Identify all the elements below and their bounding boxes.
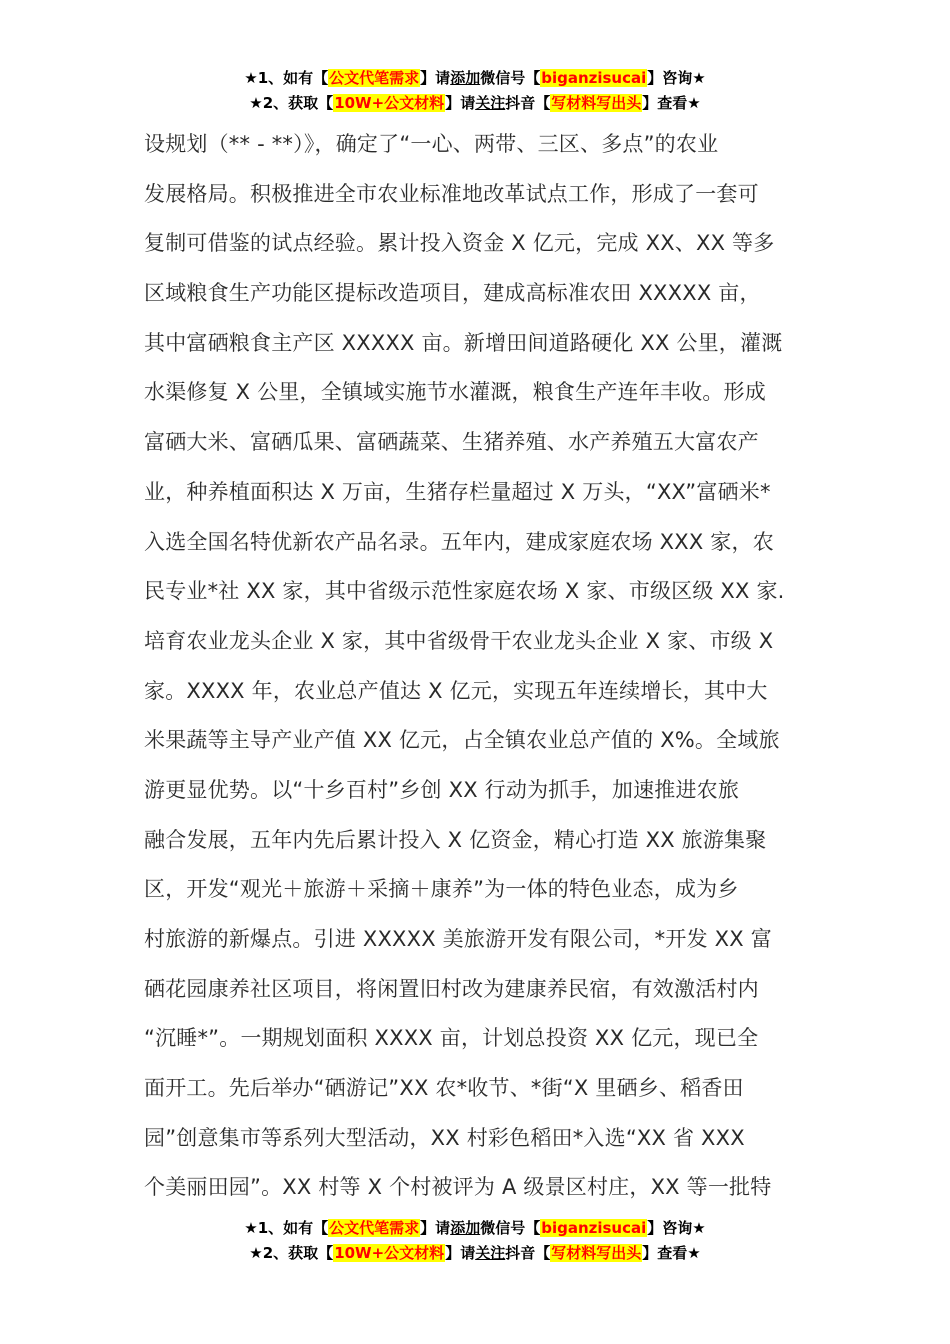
banner-underlined-text: 关注 [475, 1244, 506, 1262]
banner-text: 】查看★ [642, 1244, 701, 1262]
text-line: “沉睡*”。一期规划面积 XXXX 亩，计划总投资 XX 亿元，现已全 [144, 1026, 759, 1051]
header-banner [0, 66, 950, 116]
banner-text: ★1、如有【 [244, 1219, 329, 1237]
banner-line-1 [0, 66, 950, 91]
text-line: 硒花园康养社区项目，将闲置旧村改为建康养民宿，有效激活村内 [144, 976, 759, 1001]
banner-highlight: 10W+公文材料 [334, 1244, 445, 1262]
text-line: 融合发展，五年内先后累计投入 X 亿资金，精心打造 XX 旅游集聚 [144, 827, 767, 852]
banner-underlined-text: 添加 [450, 69, 481, 87]
footer-banner [0, 1216, 950, 1266]
banner-line-1 [0, 1216, 950, 1241]
text-line: 区，开发“观光＋旅游＋采摘＋康养”为一体的特色业态，成为乡 [144, 877, 739, 902]
banner-text: 】请 [420, 1219, 451, 1237]
banner-highlight: biganzisucai [541, 1219, 647, 1237]
banner-underlined-text: 添加 [450, 1219, 481, 1237]
text-line: 入选全国名特优新农产品名录。五年内，建成家庭农场 XXX 家，农 [144, 529, 774, 554]
banner-text: 】请 [420, 69, 451, 87]
text-line: 复制可借鉴的试点经验。累计投入资金 X 亿元，完成 XX、XX 等多 [144, 231, 775, 256]
banner-text: 微信号【 [480, 69, 541, 87]
body-paragraph [144, 120, 808, 1213]
text-line: 家。XXXX 年，农业总产值达 X 亿元，实现五年连续增长，其中大 [144, 678, 768, 703]
text-line: 发展格局。积极推进全市农业标准地改革试点工作，形成了一套可 [144, 181, 759, 206]
banner-line-2 [0, 91, 950, 116]
banner-highlight: 公文代笔需求 [329, 1219, 420, 1237]
text-line: 培育农业龙头企业 X 家，其中省级骨干农业龙头企业 X 家、市级 X [144, 628, 774, 653]
banner-text: 】咨询★ [647, 1219, 706, 1237]
banner-text: ★1、如有【 [244, 69, 329, 87]
text-line: 水渠修复 X 公里，全镇域实施节水灌溉，粮食生产连年丰收。形成 [144, 380, 766, 405]
banner-text: ★2、获取【 [249, 94, 334, 112]
text-line: 其中富硒粮食主产区 XXXXX 亩。新增田间道路硬化 XX 公里，灌溉 [144, 330, 783, 355]
text-line: 业，种养植面积达 X 万亩，生猪存栏量超过 X 万头，“XX”富硒米* [144, 479, 771, 504]
banner-highlight: 公文代笔需求 [329, 69, 420, 87]
banner-highlight: 写材料写出头 [551, 1244, 642, 1262]
banner-text: ★2、获取【 [249, 1244, 334, 1262]
banner-text: 抖音【 [505, 94, 551, 112]
text-line: 民专业*社 XX 家，其中省级示范性家庭农场 X 家、市级区级 XX 家. [144, 579, 785, 604]
text-line: 区域粮食生产功能区提标改造项目，建成高标准农田 XXXXX 亩， [144, 281, 761, 306]
text-line: 米果蔬等主导产业产值 XX 亿元，占全镇农业总产值的 X%。全域旅 [144, 728, 780, 753]
banner-text: 】查看★ [642, 94, 701, 112]
banner-line-2 [0, 1241, 950, 1266]
text-line: 村旅游的新爆点。引进 XXXXX 美旅游开发有限公司，*开发 XX 富 [144, 927, 772, 951]
banner-text: 】请 [445, 1244, 476, 1262]
text-line: 设规划（** - **）》，确定了“一心、两带、三区、多点”的农业 [144, 132, 719, 156]
text-line: 园”创意集市等系列大型活动，XX 村彩色稻田*入选“XX 省 XXX [144, 1125, 745, 1150]
banner-highlight: biganzisucai [541, 69, 647, 87]
banner-highlight: 写材料写出头 [551, 94, 642, 112]
text-line: 游更显优势。以“十乡百村”乡创 XX 行动为抓手，加速推进农旅 [144, 777, 740, 802]
text-line: 个美丽田园”。XX 村等 X 个村被评为 A 级景区村庄，XX 等一批特 [144, 1175, 772, 1200]
text-line: 富硒大米、富硒瓜果、富硒蔬菜、生猪养殖、水产养殖五大富农产 [144, 430, 759, 455]
banner-underlined-text: 关注 [475, 94, 506, 112]
banner-text: 微信号【 [480, 1219, 541, 1237]
text-line: 面开工。先后举办“硒游记”XX 农*收节、*街“X 里硒乡、稻香田 [144, 1076, 744, 1101]
banner-text: 】请 [445, 94, 476, 112]
banner-text: 】咨询★ [647, 69, 706, 87]
banner-highlight: 10W+公文材料 [334, 94, 445, 112]
banner-text: 抖音【 [505, 1244, 551, 1262]
